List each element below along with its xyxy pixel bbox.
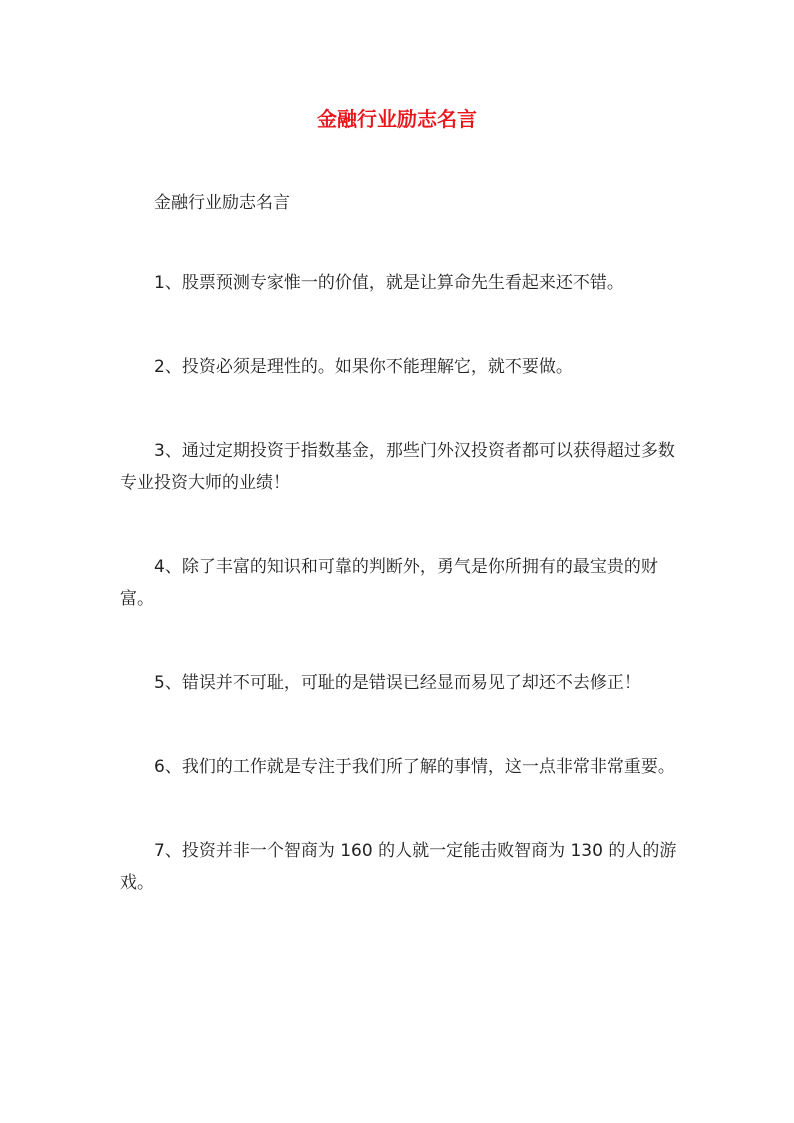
document-title: 金融行业励志名言 [317,107,477,131]
quote-7: 7、投资并非一个智商为 160 的人就一定能击败智商为 130 的人的游戏。 [120,841,677,893]
document-body [120,187,682,951]
document-subtitle: 金融行业励志名言 [154,193,290,213]
quote-5: 5、错误并不可耻，可耻的是错误已经显而易见了却还不去修正！ [154,673,641,693]
quote-4: 4、除了丰富的知识和可靠的判断外，勇气是你所拥有的最宝贵的财富。 [120,557,658,609]
quote-3: 3、通过定期投资于指数基金，那些门外汉投资者都可以获得超过多数专业投资大师的业绩！ [120,441,675,493]
quote-1: 1、股票预测专家惟一的价值，就是让算命先生看起来还不错。 [154,273,624,293]
quote-2: 2、投资必须是理性的。如果你不能理解它，就不要做。 [154,357,573,377]
quote-6: 6、我们的工作就是专注于我们所了解的事情，这一点非常非常重要。 [154,757,675,777]
